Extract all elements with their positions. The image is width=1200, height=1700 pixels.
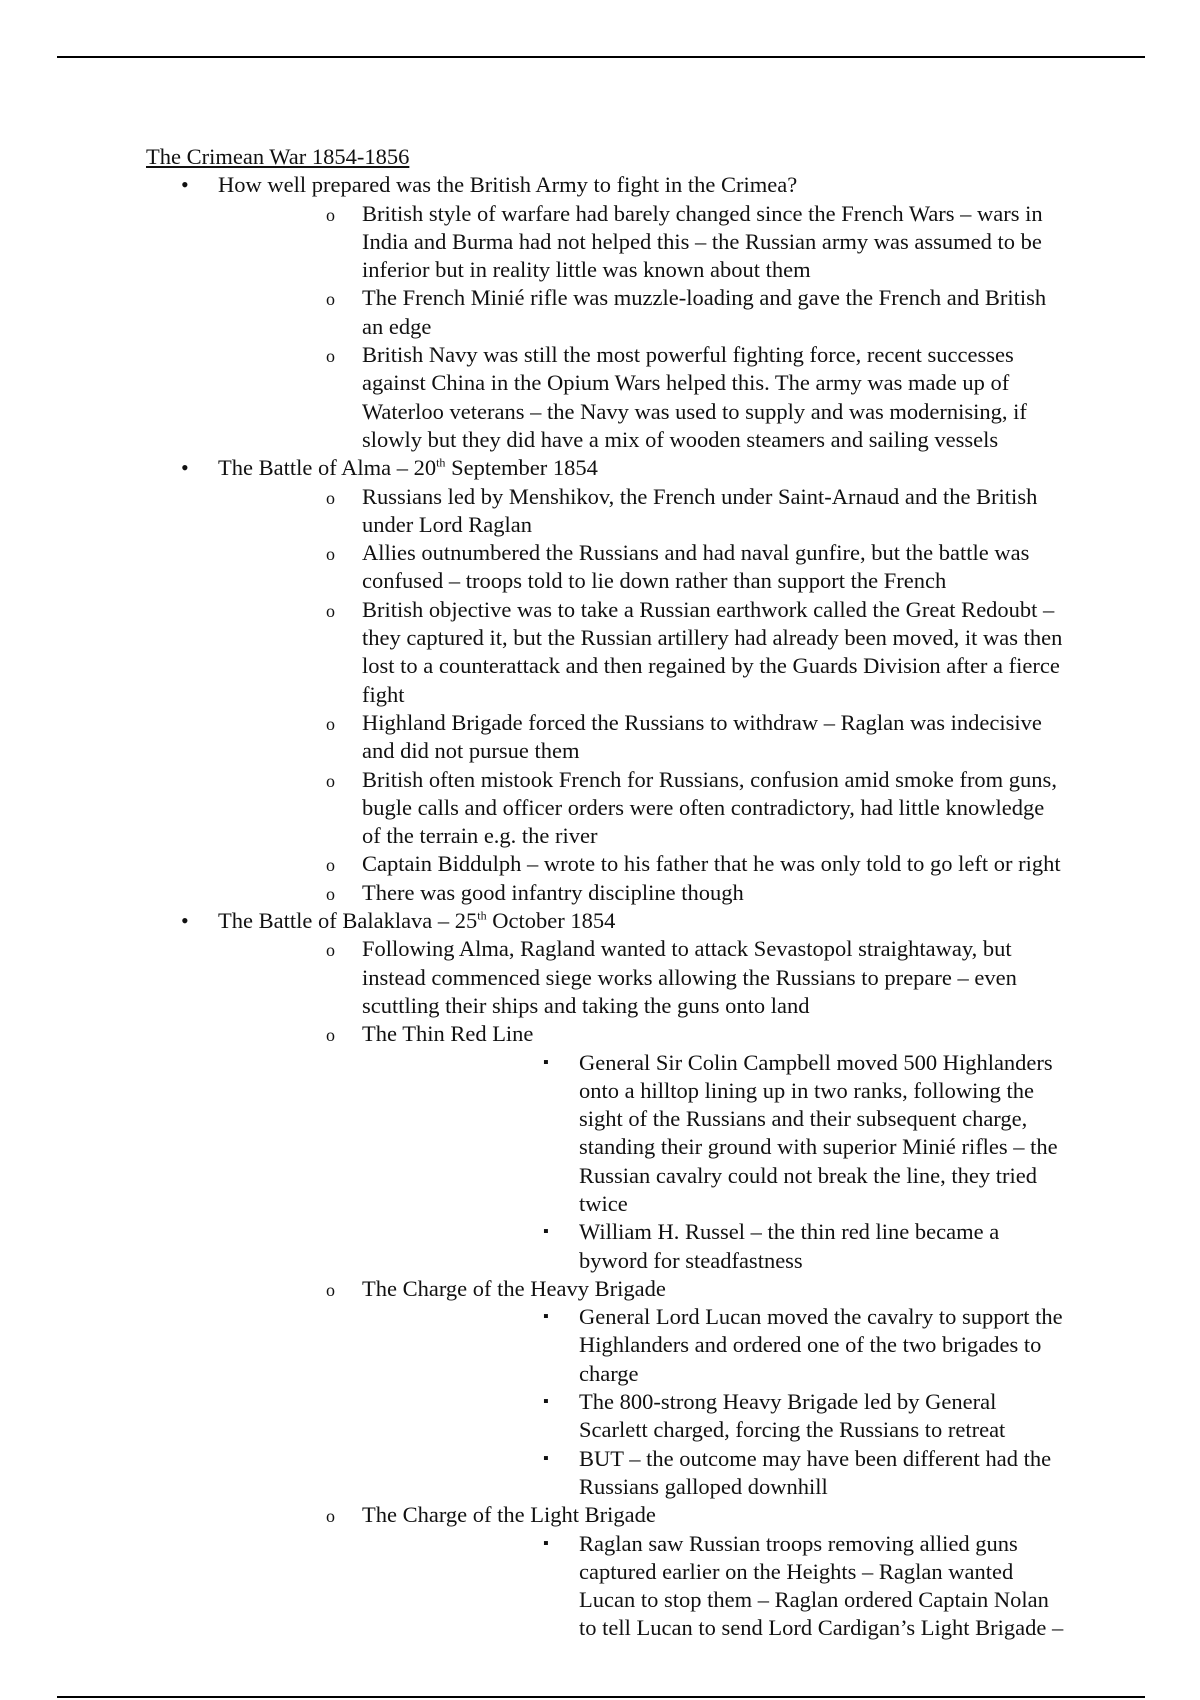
list-item: o British Navy was still the most powerful fighting force, recent successes against China in the Opium Wars helped this. The army was made up of Waterloo veterans – the Navy was used to supply and was modernising, if slowly but they did have a mix of wooden steamers and sailing vessels	[362, 341, 1066, 454]
list-item: o The French Minié rifle was muzzle-loading and gave the French and British an edge	[362, 284, 1066, 341]
list-item: o British style of warfare had barely changed since the French Wars – wars in India and Burma had not helped this – the Russian army was assumed to be inferior but in reality little was known about them	[362, 200, 1066, 285]
list-item-heavy-brigade: o The Charge of the Heavy Brigade ▪ General Lord Lucan moved the cavalry to support the Highlanders and ordered one of the two brigades to charge ▪ The 800-strong Heavy Brigade led by General Scarlett charged, forcing the Russians to retreat ▪ BUT – the outcome may have been different had the Russians galloped downhill	[362, 1275, 1066, 1501]
list-item: o Highland Brigade forced the Russians to withdraw – Raglan was indecisive and did not pursue them	[362, 709, 1066, 766]
list-item: o Captain Biddulph – wrote to his father that he was only told to go left or right	[362, 850, 1066, 878]
sub-list-item: ▪ William H. Russel – the thin red line became a byword for steadfastness	[579, 1218, 1066, 1275]
sub-list-item: ▪ Raglan saw Russian troops removing allied guns captured earlier on the Heights – Raglan wanted Lucan to stop them – Raglan ordered Captain Nolan to tell Lucan to send Lord Cardigan’s Light Brigade –	[579, 1530, 1066, 1643]
list-item: o There was good infantry discipline though	[362, 879, 1066, 907]
list-item: o Allies outnumbered the Russians and had naval gunfire, but the battle was confused – troops told to lie down rather than support the French	[362, 539, 1066, 596]
section-battle-of-balaklava	[218, 907, 1066, 1643]
outline-list	[146, 171, 1066, 1642]
document-body	[146, 143, 1066, 1643]
section-preparation	[218, 171, 1066, 454]
header-rule	[57, 56, 1145, 58]
section-heading: How well prepared was the British Army to fight in the Crimea?	[218, 172, 798, 198]
list-item-thin-red-line: o The Thin Red Line ▪ General Sir Colin Campbell moved 500 Highlanders onto a hilltop lining up in two ranks, following the sight of the Russians and their subsequent charge, standing their ground with superior Minié rifles – the Russian cavalry could not break the line, they tried twice ▪ William H. Russel – the thin red line became a byword for steadfastness	[362, 1020, 1066, 1275]
section-heading: The Battle of Balaklava – 25th October 1854	[218, 908, 616, 934]
sub-list-item: ▪ General Lord Lucan moved the cavalry to support the Highlanders and ordered one of the two brigades to charge	[579, 1303, 1066, 1388]
list-item-light-brigade: o The Charge of the Light Brigade ▪ Raglan saw Russian troops removing allied guns captured earlier on the Heights – Raglan wanted Lucan to stop them – Raglan ordered Captain Nolan to tell Lucan to send Lord Cardigan’s Light Brigade –	[362, 1501, 1066, 1642]
sub-list-item: ▪ General Sir Colin Campbell moved 500 Highlanders onto a hilltop lining up in two ranks, following the sight of the Russians and their subsequent charge, standing their ground with superior Minié rifles – the Russian cavalry could not break the line, they tried twice	[579, 1049, 1066, 1219]
sub-list-item: ▪ BUT – the outcome may have been different had the Russians galloped downhill	[579, 1445, 1066, 1502]
list-item: o Following Alma, Ragland wanted to attack Sevastopol straightaway, but instead commenced siege works allowing the Russians to prepare – even scuttling their ships and taking the guns onto land	[362, 935, 1066, 1020]
page-title: The Crimean War 1854-1856	[146, 144, 410, 169]
sub-list-item: ▪ The 800-strong Heavy Brigade led by General Scarlett charged, forcing the Russians to retreat	[579, 1388, 1066, 1445]
section-battle-of-alma	[218, 454, 1066, 907]
footer-rule	[57, 1696, 1145, 1698]
list-item: o British often mistook French for Russians, confusion amid smoke from guns, bugle calls and officer orders were often contradictory, had little knowledge of the terrain e.g. the river	[362, 766, 1066, 851]
list-item: o Russians led by Menshikov, the French under Saint-Arnaud and the British under Lord Raglan	[362, 483, 1066, 540]
section-heading: The Battle of Alma – 20th September 1854	[218, 455, 598, 481]
list-item: o British objective was to take a Russian earthwork called the Great Redoubt – they captured it, but the Russian artillery had already been moved, it was then lost to a counterattack and then regained by the Guards Division after a fierce fight	[362, 596, 1066, 709]
